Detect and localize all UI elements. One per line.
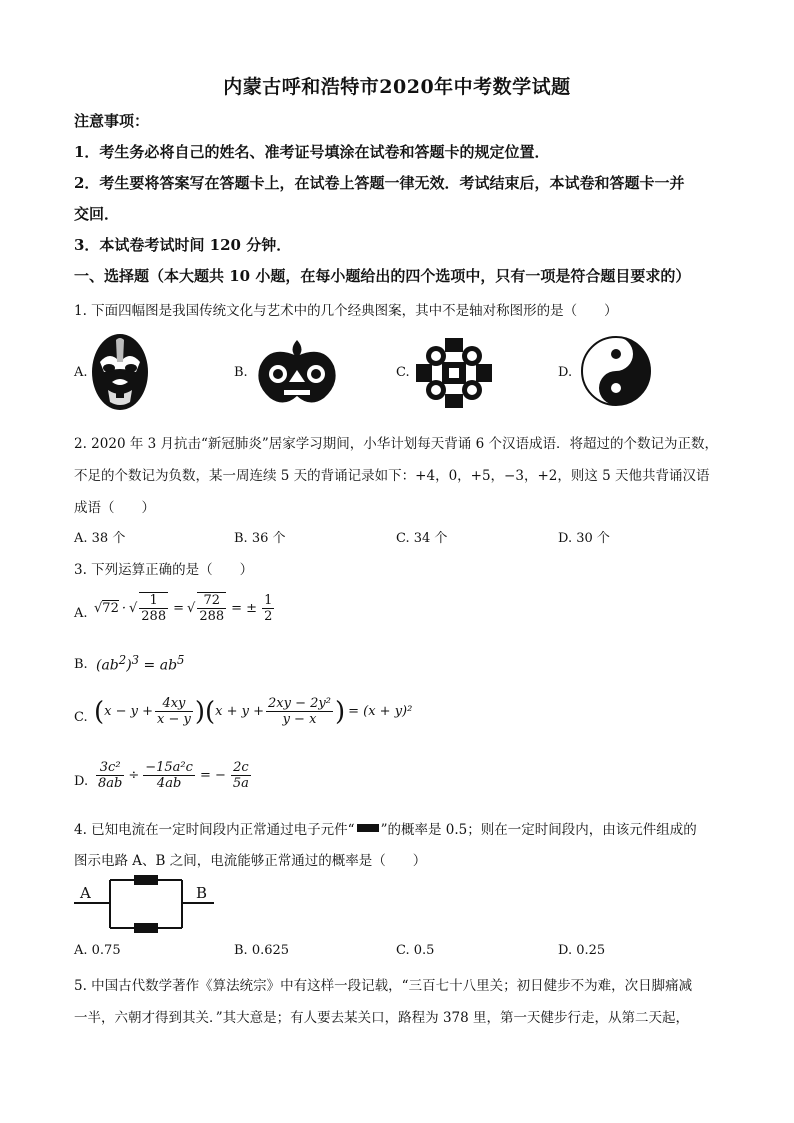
paren-left: ( [94,696,105,727]
q3a-frac-2 [197,592,226,624]
q3b-sup-3: 5 [177,653,185,667]
q2-option-a: A. 38 个 [74,531,126,546]
q2-line-1: 2. 2020 年 3 月抗击“新冠肺炎”居家学习期间，小华计划每天背诵 6 个汉语成语．将超过的个数记为正数， [74,436,718,452]
q3-option-b-formula [96,653,184,674]
page-title: 内蒙古呼和浩特市2020年中考数学试题 [223,76,571,98]
denominator: x − y [157,712,191,727]
q3-option-a-label: A. [74,606,88,621]
q3b-part-3: = ab [139,657,178,674]
q3-option-d-label: D. [74,774,89,789]
q2-line-2: 不足的个数记为负数，某一周连续 5 天的背诵记录如下：+4，0，+5，−3，+2，则这 5 天他共背诵汉语 [74,468,710,484]
q1-option-a-label: A. [74,365,88,380]
node-b-label: B [196,884,208,902]
q3c-frac-1 [155,696,193,727]
denominator: 8ab [98,776,123,791]
sqrt-sign: √ [128,600,138,616]
q4-line-1b: ”的概率是 0.5；则在一定时间段内，由该元件组成的 [380,822,697,838]
q3a-radicand: 72 [102,601,119,616]
notice-heading: 注意事项： [74,112,150,130]
denominator: 2 [264,608,273,624]
q3b-part-2: ) [126,657,132,674]
notice-item-2-cont: 交回． [74,205,120,223]
numerator: 4xy [155,696,193,712]
yin-yang-icon [580,335,652,407]
q4-line-1 [74,818,697,838]
q4-option-c: C. 0.5 [396,943,435,958]
numerator: 72 [197,593,226,609]
q3b-sup-1: 2 [118,653,127,667]
q3a-pm: = ± [231,600,258,616]
numerator: 2xy − 2y² [268,696,331,711]
numerator: −15a²c [145,760,193,775]
notice-item-1: 1．考生务必将自己的姓名、准考证号填涂在试卷和答题卡的规定位置． [74,143,550,161]
q3c-frac-2 [266,696,333,727]
denominator: 5a [232,776,249,791]
q4-option-b: B. 0.625 [234,943,290,958]
q5-line-2: 一半，六朝才得到其关．”其大意是；有人要去某关口，路程为 378 里，第一天健步行走，从第二天起， [74,1010,690,1026]
q2-line-3: 成语（ ） [74,500,155,516]
q3d-frac-2 [143,760,195,791]
q1-stem: 1. 下面四幅图是我国传统文化与艺术中的几个经典图案，其中不是轴对称图形的是（ ） [74,303,618,319]
q3a-frac-1 [139,592,168,624]
q3c-rhs: = (x + y)² [348,704,413,719]
q3a-frac-3 [262,593,274,624]
q2-option-c: C. 34 个 [396,531,448,546]
numerator: 1 [264,592,273,608]
q3-stem: 3. 下列运算正确的是（ ） [74,562,254,578]
sqrt-sign: √ [187,600,196,616]
q3d-eq: = − [199,768,226,783]
numerator: 2c [231,760,251,776]
numerator: 3c² [96,760,124,776]
sqrt-sign: √ [94,600,103,616]
q3-option-c-formula [94,696,412,727]
q2-option-b: B. 36 个 [234,531,286,546]
q2-option-d: D. 30 个 [558,531,610,546]
paren-left: ( [205,696,216,727]
ornament-scroll-icon [254,336,340,410]
notice-item-2: 2．考生要将答案写在答题卡上，在试卷上答题一律无效．考试结束后，本试卷和答题卡一并 [74,174,685,192]
q3c-part-2: x + y + [215,704,265,719]
q1-option-c-label: C. [396,365,410,380]
q4-option-a: A. 0.75 [74,943,121,958]
q3-option-d-formula [94,760,253,791]
denominator: 4ab [156,776,182,791]
q4-option-d: D. 0.25 [558,943,606,958]
q3d-frac-1 [96,760,124,791]
q3d-div: ÷ [128,768,140,783]
node-a-label: A [80,884,91,902]
notice-item-3: 3．本试卷考试时间 120 分钟． [74,236,292,254]
denominator: y − x [282,712,317,727]
q3-option-a-formula [94,592,276,624]
q3d-frac-3 [231,760,251,791]
q5-line-1: 5. 中国古代数学著作《算法统宗》中有这样一段记载，“三百七十八里关；初日健步不为难，次日脚痛减 [74,978,693,994]
circuit-diagram [74,872,224,934]
opera-mask-icon [90,332,150,412]
q1-option-b-label: B. [234,365,248,380]
q1-option-d-label: D. [558,365,573,380]
paren-right: ) [334,696,346,727]
knot-pattern-icon [414,336,494,410]
resistor-icon [357,824,379,832]
paren-right: ) [194,696,206,727]
q3a-dot: · [121,600,126,616]
q3-option-b-label: B. [74,657,88,672]
q3a-eq: = [173,600,185,616]
q3b-sup-2: 3 [131,653,140,667]
section-heading: 一、选择题（本大题共 10 小题，在每小题给出的四个选项中，只有一项是符合题目要求的） [74,267,691,285]
q3c-part-1: x − y + [104,704,154,719]
q3-option-c-label: C. [74,710,88,725]
numerator: 1 [139,593,168,609]
denominator: 288 [199,609,225,624]
denominator: 288 [141,609,167,624]
q3b-part-1: (ab [96,657,119,674]
q4-line-1a: 4. 已知电流在一定时间段内正常通过电子元件“ [74,822,355,838]
q4-line-2: 图示电路 A、B 之间，电流能够正常通过的概率是（ ） [74,853,427,869]
